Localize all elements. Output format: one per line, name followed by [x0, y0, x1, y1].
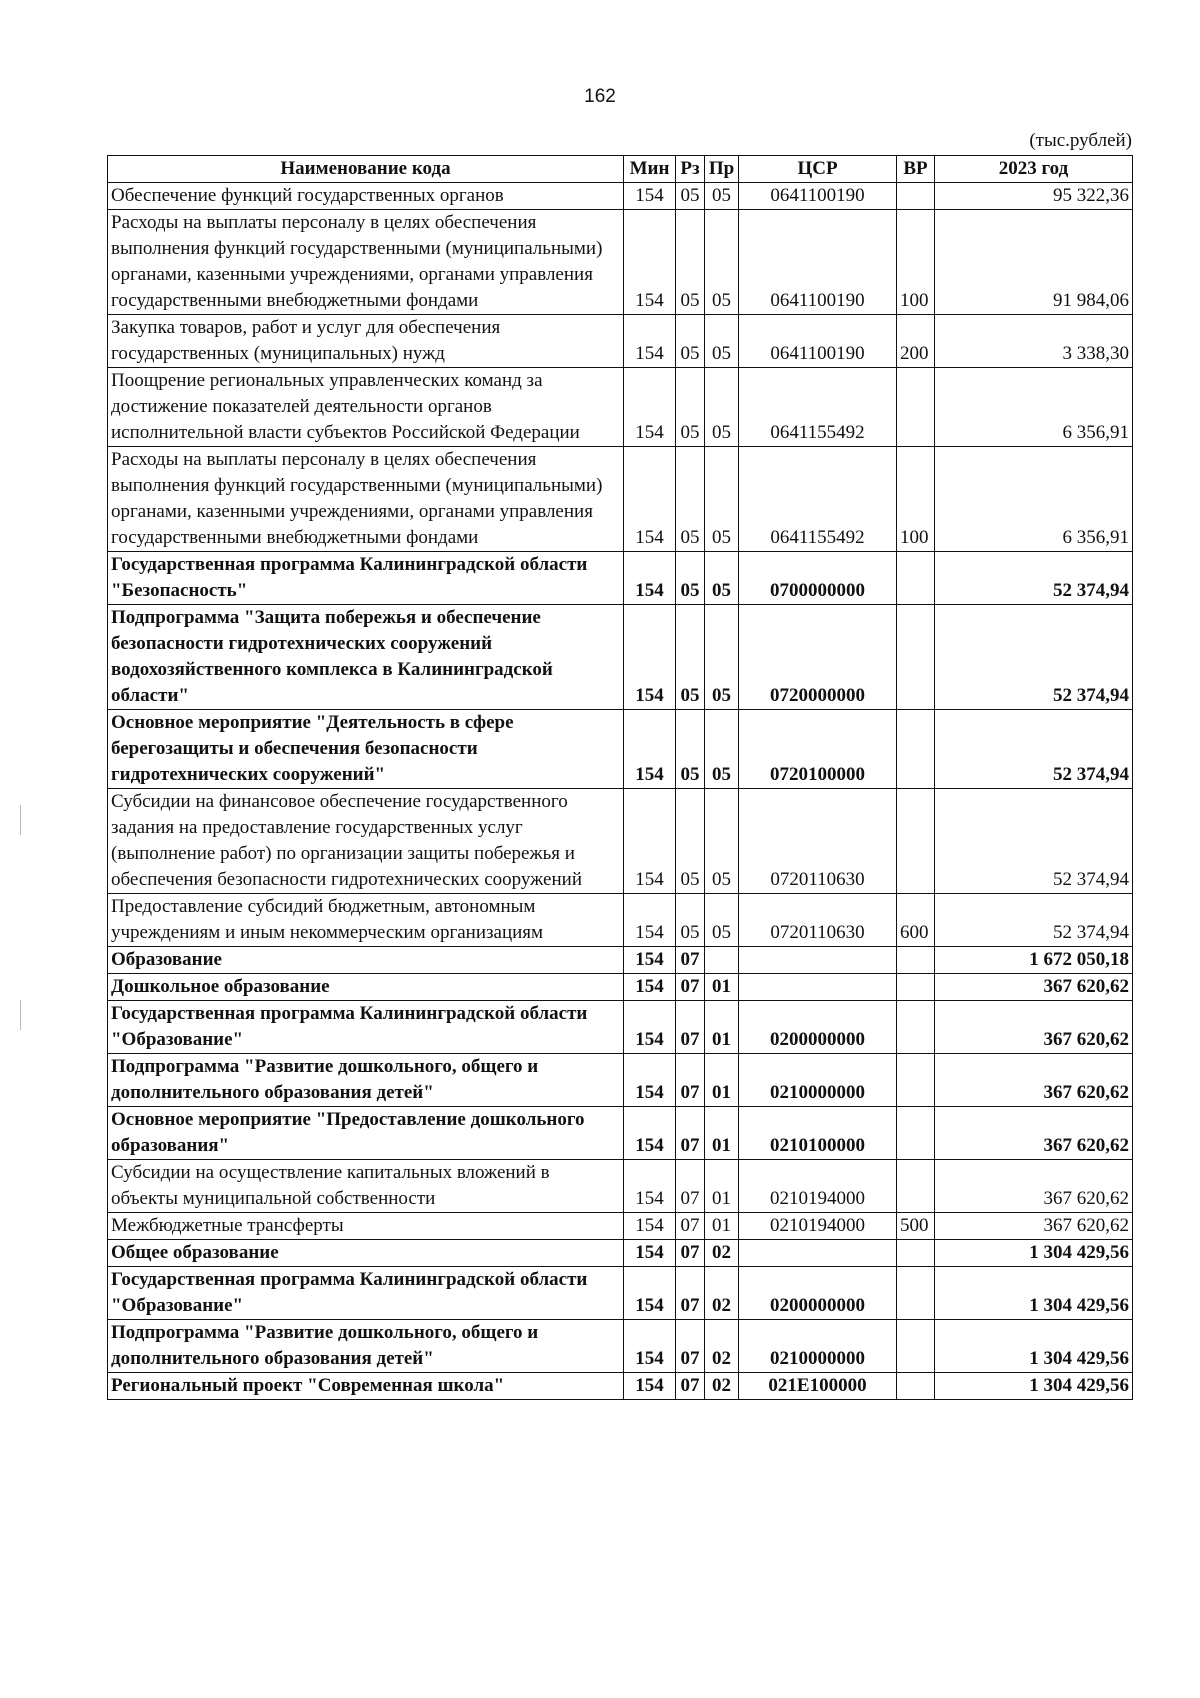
cell-vr: 500 — [897, 1213, 935, 1240]
cell-amount: 95 322,36 — [935, 183, 1133, 210]
cell-min: 154 — [624, 789, 676, 894]
cell-pr: 05 — [705, 447, 739, 552]
cell-min: 154 — [624, 710, 676, 789]
cell-pr: 05 — [705, 710, 739, 789]
cell-name: Дошкольное образование — [108, 974, 624, 1001]
table-header-row — [108, 156, 1133, 183]
table-row — [108, 894, 1133, 947]
table-row — [108, 1001, 1133, 1054]
cell-vr: 200 — [897, 315, 935, 368]
cell-vr — [897, 183, 935, 210]
cell-rz: 05 — [676, 447, 705, 552]
cell-csr: 0641155492 — [739, 368, 897, 447]
table-row — [108, 183, 1133, 210]
scan-artifact — [20, 805, 21, 835]
table-row — [108, 447, 1133, 552]
cell-csr: 0720000000 — [739, 605, 897, 710]
header-pr: Пр — [705, 156, 739, 183]
cell-amount: 367 620,62 — [935, 1054, 1133, 1107]
table-row — [108, 710, 1133, 789]
cell-rz: 07 — [676, 1160, 705, 1213]
cell-vr — [897, 1320, 935, 1373]
cell-csr: 0641155492 — [739, 447, 897, 552]
page-number: 162 — [584, 86, 616, 107]
table-row — [108, 210, 1133, 315]
cell-amount: 367 620,62 — [935, 1213, 1133, 1240]
cell-pr: 05 — [705, 789, 739, 894]
cell-rz: 07 — [676, 1107, 705, 1160]
cell-rz: 05 — [676, 605, 705, 710]
cell-name: Региональный проект "Современная школа" — [108, 1373, 624, 1400]
units-label: (тыс.рублей) — [1029, 130, 1132, 151]
cell-rz: 07 — [676, 1240, 705, 1267]
cell-pr: 01 — [705, 1054, 739, 1107]
cell-csr: 0720110630 — [739, 894, 897, 947]
cell-name: Подпрограмма "Развитие дошкольного, общего и дополнительного образования детей" — [108, 1320, 624, 1373]
cell-rz: 05 — [676, 210, 705, 315]
cell-rz: 07 — [676, 974, 705, 1001]
table-body — [108, 183, 1133, 1400]
cell-name: Общее образование — [108, 1240, 624, 1267]
cell-vr: 600 — [897, 894, 935, 947]
cell-pr — [705, 947, 739, 974]
cell-min: 154 — [624, 1054, 676, 1107]
cell-csr: 021E100000 — [739, 1373, 897, 1400]
cell-name: Основное мероприятие "Предоставление дошкольного образования" — [108, 1107, 624, 1160]
cell-pr: 02 — [705, 1320, 739, 1373]
cell-vr — [897, 1107, 935, 1160]
cell-pr: 01 — [705, 1213, 739, 1240]
cell-vr — [897, 1001, 935, 1054]
cell-vr — [897, 710, 935, 789]
cell-pr: 05 — [705, 552, 739, 605]
header-min: Мин — [624, 156, 676, 183]
budget-table — [107, 155, 1133, 1400]
cell-amount: 1 672 050,18 — [935, 947, 1133, 974]
cell-vr — [897, 1267, 935, 1320]
cell-vr — [897, 605, 935, 710]
cell-min: 154 — [624, 1267, 676, 1320]
cell-rz: 05 — [676, 710, 705, 789]
cell-min: 154 — [624, 1240, 676, 1267]
cell-min: 154 — [624, 183, 676, 210]
cell-pr: 05 — [705, 605, 739, 710]
cell-csr: 0641100190 — [739, 315, 897, 368]
cell-min: 154 — [624, 1213, 676, 1240]
cell-name: Основное мероприятие "Деятельность в сфере берегозащиты и обеспечения безопасности гидротехнических сооружений" — [108, 710, 624, 789]
cell-name: Субсидии на осуществление капитальных вложений в объекты муниципальной собственности — [108, 1160, 624, 1213]
cell-rz: 05 — [676, 368, 705, 447]
table-row — [108, 1160, 1133, 1213]
cell-pr: 02 — [705, 1240, 739, 1267]
cell-csr — [739, 974, 897, 1001]
cell-rz: 07 — [676, 1267, 705, 1320]
cell-name: Обеспечение функций государственных органов — [108, 183, 624, 210]
cell-name: Межбюджетные трансферты — [108, 1213, 624, 1240]
header-csr: ЦСР — [739, 156, 897, 183]
cell-name: Расходы на выплаты персоналу в целях обеспечения выполнения функций государственными (муниципальными) органами, казенными учреждениями, органами управления государственными внебюджетными фондами — [108, 447, 624, 552]
cell-csr: 0720100000 — [739, 710, 897, 789]
cell-amount: 1 304 429,56 — [935, 1267, 1133, 1320]
cell-amount: 1 304 429,56 — [935, 1240, 1133, 1267]
cell-pr: 02 — [705, 1373, 739, 1400]
cell-min: 154 — [624, 1373, 676, 1400]
cell-pr: 05 — [705, 315, 739, 368]
header-amount: 2023 год — [935, 156, 1133, 183]
cell-amount: 1 304 429,56 — [935, 1373, 1133, 1400]
cell-name: Подпрограмма "Защита побережья и обеспечение безопасности гидротехнических сооружений водохозяйственного комплекса в Калининградской области" — [108, 605, 624, 710]
cell-amount: 52 374,94 — [935, 605, 1133, 710]
table-row — [108, 1240, 1133, 1267]
cell-amount: 52 374,94 — [935, 789, 1133, 894]
cell-name: Государственная программа Калининградской области "Безопасность" — [108, 552, 624, 605]
cell-min: 154 — [624, 315, 676, 368]
scan-artifact — [20, 1000, 21, 1030]
cell-name: Расходы на выплаты персоналу в целях обеспечения выполнения функций государственными (муниципальными) органами, казенными учреждениями, органами управления государственными внебюджетными фондами — [108, 210, 624, 315]
cell-csr — [739, 947, 897, 974]
cell-csr: 0210000000 — [739, 1320, 897, 1373]
cell-min: 154 — [624, 894, 676, 947]
cell-vr — [897, 1054, 935, 1107]
table-row — [108, 1320, 1133, 1373]
cell-amount: 3 338,30 — [935, 315, 1133, 368]
cell-rz: 07 — [676, 1213, 705, 1240]
cell-min: 154 — [624, 210, 676, 315]
cell-rz: 07 — [676, 1001, 705, 1054]
cell-rz: 05 — [676, 789, 705, 894]
cell-amount: 6 356,91 — [935, 447, 1133, 552]
cell-rz: 07 — [676, 1320, 705, 1373]
cell-name: Предоставление субсидий бюджетным, автономным учреждениям и иным некоммерческим организациям — [108, 894, 624, 947]
cell-rz: 05 — [676, 315, 705, 368]
cell-vr — [897, 1240, 935, 1267]
cell-vr — [897, 1160, 935, 1213]
cell-csr: 0210194000 — [739, 1213, 897, 1240]
cell-min: 154 — [624, 447, 676, 552]
table-row — [108, 605, 1133, 710]
cell-name: Подпрограмма "Развитие дошкольного, общего и дополнительного образования детей" — [108, 1054, 624, 1107]
cell-csr: 0200000000 — [739, 1267, 897, 1320]
cell-amount: 52 374,94 — [935, 552, 1133, 605]
table-row — [108, 1267, 1133, 1320]
cell-min: 154 — [624, 1160, 676, 1213]
cell-pr: 01 — [705, 1160, 739, 1213]
cell-min: 154 — [624, 1107, 676, 1160]
cell-pr: 05 — [705, 368, 739, 447]
table-row — [108, 552, 1133, 605]
cell-rz: 07 — [676, 1373, 705, 1400]
cell-min: 154 — [624, 605, 676, 710]
cell-rz: 07 — [676, 1054, 705, 1107]
cell-csr: 0720110630 — [739, 789, 897, 894]
cell-vr — [897, 947, 935, 974]
cell-min: 154 — [624, 1320, 676, 1373]
cell-csr: 0641100190 — [739, 210, 897, 315]
cell-min: 154 — [624, 552, 676, 605]
cell-amount: 367 620,62 — [935, 1107, 1133, 1160]
table-row — [108, 1107, 1133, 1160]
cell-rz: 05 — [676, 552, 705, 605]
cell-amount: 367 620,62 — [935, 974, 1133, 1001]
cell-rz: 07 — [676, 947, 705, 974]
cell-name: Государственная программа Калининградской области "Образование" — [108, 1267, 624, 1320]
table-row — [108, 947, 1133, 974]
cell-amount: 367 620,62 — [935, 1001, 1133, 1054]
cell-csr: 0210194000 — [739, 1160, 897, 1213]
cell-pr: 05 — [705, 183, 739, 210]
cell-csr — [739, 1240, 897, 1267]
cell-pr: 01 — [705, 1107, 739, 1160]
cell-name: Образование — [108, 947, 624, 974]
cell-amount: 52 374,94 — [935, 710, 1133, 789]
cell-csr: 0200000000 — [739, 1001, 897, 1054]
cell-csr: 0641100190 — [739, 183, 897, 210]
cell-min: 154 — [624, 1001, 676, 1054]
cell-name: Субсидии на финансовое обеспечение государственного задания на предоставление государственных услуг (выполнение работ) по организации защиты побережья и обеспечения безопасности гидротехнических сооружений — [108, 789, 624, 894]
cell-vr — [897, 1373, 935, 1400]
cell-amount: 367 620,62 — [935, 1160, 1133, 1213]
cell-csr: 0210000000 — [739, 1054, 897, 1107]
cell-vr — [897, 974, 935, 1001]
cell-name: Поощрение региональных управленческих команд за достижение показателей деятельности органов исполнительной власти субъектов Российской Федерации — [108, 368, 624, 447]
cell-pr: 01 — [705, 1001, 739, 1054]
cell-pr: 05 — [705, 894, 739, 947]
cell-amount: 91 984,06 — [935, 210, 1133, 315]
cell-vr — [897, 552, 935, 605]
table-row — [108, 1213, 1133, 1240]
cell-vr — [897, 368, 935, 447]
cell-pr: 02 — [705, 1267, 739, 1320]
table-row — [108, 789, 1133, 894]
cell-csr: 0700000000 — [739, 552, 897, 605]
cell-amount: 52 374,94 — [935, 894, 1133, 947]
cell-rz: 05 — [676, 183, 705, 210]
cell-pr: 05 — [705, 210, 739, 315]
cell-vr: 100 — [897, 210, 935, 315]
table-row — [108, 1054, 1133, 1107]
cell-amount: 6 356,91 — [935, 368, 1133, 447]
header-vr: ВР — [897, 156, 935, 183]
cell-min: 154 — [624, 974, 676, 1001]
cell-name: Государственная программа Калининградской области "Образование" — [108, 1001, 624, 1054]
cell-rz: 05 — [676, 894, 705, 947]
table-row — [108, 974, 1133, 1001]
cell-vr: 100 — [897, 447, 935, 552]
header-rz: Рз — [676, 156, 705, 183]
header-name: Наименование кода — [108, 156, 624, 183]
cell-csr: 0210100000 — [739, 1107, 897, 1160]
cell-min: 154 — [624, 947, 676, 974]
cell-pr: 01 — [705, 974, 739, 1001]
table-row — [108, 1373, 1133, 1400]
cell-vr — [897, 789, 935, 894]
table-row — [108, 368, 1133, 447]
cell-min: 154 — [624, 368, 676, 447]
cell-amount: 1 304 429,56 — [935, 1320, 1133, 1373]
cell-name: Закупка товаров, работ и услуг для обеспечения государственных (муниципальных) нужд — [108, 315, 624, 368]
table-row — [108, 315, 1133, 368]
